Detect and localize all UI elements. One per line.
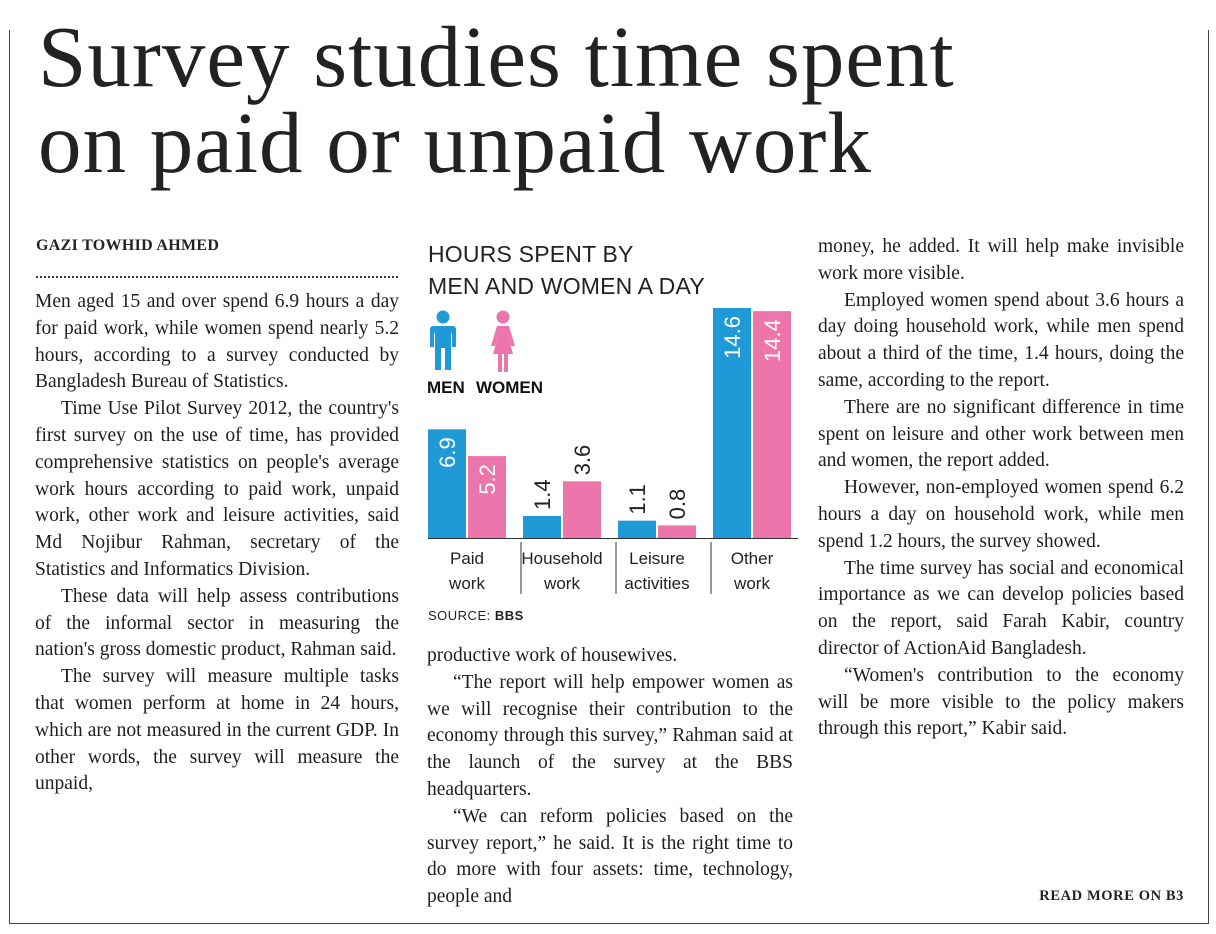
- bar-chart: [420, 232, 810, 632]
- byline-divider: [36, 276, 398, 278]
- source-value: BBS: [494, 608, 524, 623]
- read-more-link[interactable]: READ MORE ON B3: [1039, 888, 1184, 904]
- paragraph: “Women's contribution to the economy will be more visible to the policy makers through this report,” Kabir said.: [818, 664, 1184, 740]
- article-column-1: [35, 289, 399, 798]
- chart-plot: [420, 232, 810, 604]
- data-label-men-2: 1.4: [530, 479, 555, 510]
- paragraph: These data will help assess contributions of the informal sector in measuring the nation's gross domestic product, Rahman said.: [35, 585, 399, 661]
- data-label-men-4: 14.6: [720, 316, 745, 359]
- paragraph: Time Use Pilot Survey 2012, the country's first survey on the use of time, has provided comprehensive statistics on people's average work hours according to paid work, unpaid work, other work and leisure activities, said Md Nojibur Rahman, secretary of the Statistics and Informatics Division.: [35, 398, 399, 580]
- bar-men-2: [523, 516, 561, 538]
- headline-line-2: on paid or unpaid work: [38, 94, 872, 191]
- chart-title-line-2: MEN AND WOMEN A DAY: [428, 273, 705, 299]
- bar-men-3: [618, 521, 656, 538]
- chart-title-line-1: HOURS SPENT BY: [428, 241, 634, 267]
- paragraph: However, non-employed women spend 6.2 hours a day on household work, while men spend 1.2 hours, the survey showed.: [818, 477, 1184, 552]
- bar-women-2: [563, 481, 601, 538]
- chart-source: [428, 608, 524, 623]
- data-label-women-1: 5.2: [475, 464, 500, 495]
- paragraph: Men aged 15 and over spend 6.9 hours a day for paid work, while women spend nearly 5.2 hours, according to a survey conducted by Bangladesh Bureau of Statistics.: [35, 291, 399, 393]
- category-label-4: Other work: [730, 549, 774, 593]
- category-label-1: Paid work: [449, 549, 485, 593]
- headline: [38, 8, 1188, 191]
- paragraph: “The report will help empower women as we will recognise their contribution to the economy through this survey,” Rahman said at the launch of the survey at the BBS headquarters.: [427, 671, 793, 800]
- category-label-3: Leisure activities: [624, 549, 690, 593]
- paragraph: The time survey has social and economical importance as we can develop policies based on the report, said Farah Kabir, country director of ActionAid Bangladesh.: [818, 557, 1184, 659]
- data-label-men-3: 1.1: [625, 484, 650, 515]
- legend-label-men: MEN: [427, 378, 465, 397]
- paragraph: productive work of housewives.: [427, 645, 678, 666]
- data-label-men-1: 6.9: [435, 437, 460, 468]
- byline: GAZI TOWHID AHMED: [36, 237, 220, 254]
- legend-label-women: WOMEN: [476, 378, 544, 397]
- article-column-3: [818, 234, 1184, 743]
- paragraph: The survey will measure multiple tasks that women perform at home in 24 hours, which are not measured in the current GDP. In other words, the survey will measure the unpaid,: [35, 666, 399, 795]
- category-label-2: Household work: [521, 549, 603, 593]
- paragraph: There are no significant difference in time spent on leisure and other work between men and women, the report added.: [818, 396, 1184, 472]
- source-label: SOURCE:: [428, 608, 491, 623]
- data-label-women-4: 14.4: [760, 319, 785, 362]
- paragraph: “We can reform policies based on the survey report,” he said. It is the right time to do more with four assets: time, technology, people and: [427, 805, 793, 908]
- article-column-2: [427, 643, 793, 911]
- paragraph: money, he added. It will help make invisible work more visible.: [818, 236, 1184, 284]
- bar-women-3: [658, 525, 696, 538]
- headline-line-1: Survey studies time spent: [38, 8, 955, 105]
- data-label-women-3: 0.8: [665, 488, 690, 520]
- paragraph: Employed women spend about 3.6 hours a day doing household work, while men spend about a third of the time, 1.4 hours, doing the same, according to the report.: [818, 289, 1184, 391]
- data-label-women-2: 3.6: [570, 444, 595, 476]
